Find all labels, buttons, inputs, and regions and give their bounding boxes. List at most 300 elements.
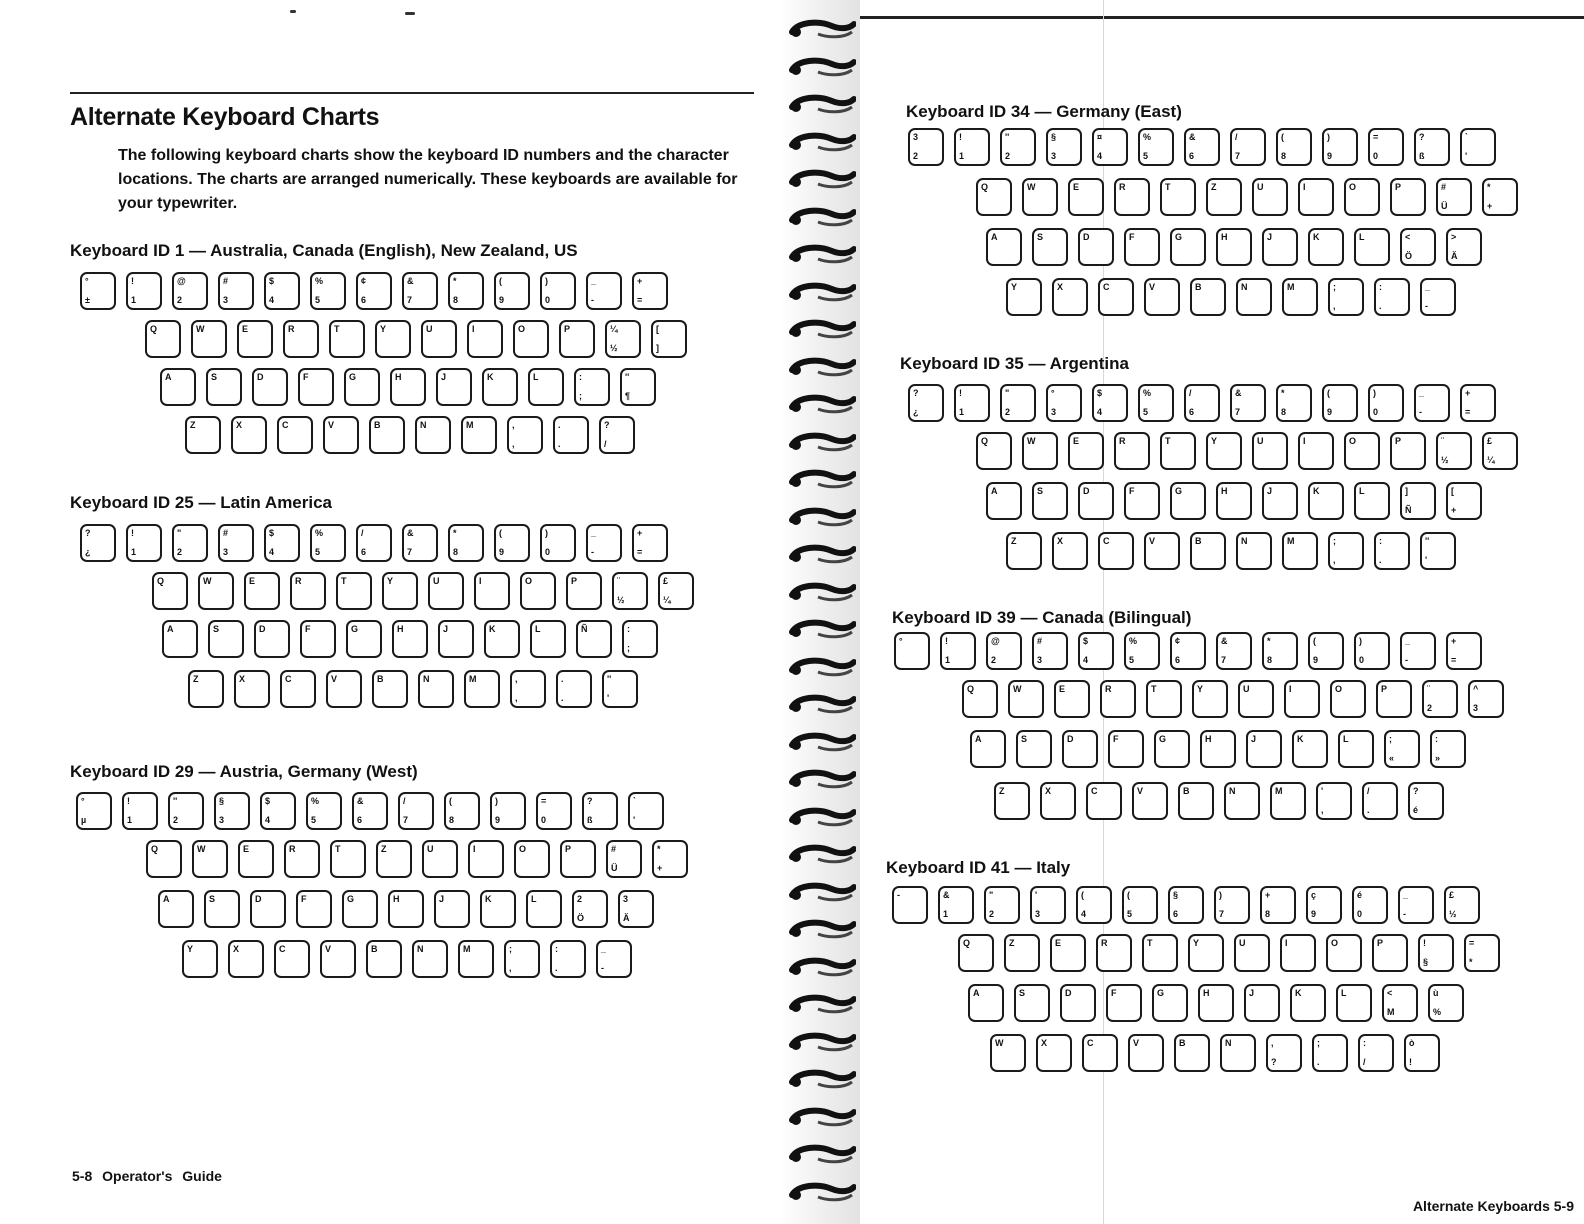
key — [152, 572, 188, 610]
key-shift-char: ( — [449, 796, 452, 806]
key-base-char: 9 — [495, 815, 501, 825]
key-shift-char: ¨ — [1427, 684, 1430, 694]
key-char: N — [423, 674, 430, 684]
key-shift-char: ¢ — [1175, 636, 1181, 646]
key-base-char: 2 — [1005, 407, 1011, 417]
key-char: ° — [899, 636, 903, 646]
key-char: Y — [1197, 684, 1204, 694]
key-base-char: ' — [1425, 555, 1428, 565]
spiral-coil-icon — [788, 881, 856, 903]
key-shift-char: % — [315, 276, 324, 286]
key-base-char: 3 — [223, 295, 229, 305]
key-char: C — [1091, 786, 1098, 796]
key-char: N — [420, 420, 427, 430]
key — [530, 620, 566, 658]
spiral-binding — [780, 0, 862, 1224]
key-char: L — [1343, 734, 1349, 744]
key — [1236, 532, 1272, 570]
key-char: H — [1205, 734, 1212, 744]
key — [80, 524, 116, 562]
key-char: P — [1395, 182, 1402, 192]
key-base-char: + — [1487, 201, 1493, 211]
key-base-char: / — [604, 439, 607, 449]
key-char: W — [1027, 436, 1036, 446]
key — [990, 1034, 1026, 1072]
key — [1276, 384, 1312, 422]
key-base-char: 3 — [1035, 909, 1041, 919]
key — [415, 416, 451, 454]
key-base-char: Ä — [1451, 251, 1458, 261]
key-char: L — [1341, 988, 1347, 998]
key-char: A — [973, 988, 980, 998]
key-char: Y — [187, 944, 194, 954]
key-shift-char: & — [1235, 388, 1242, 398]
key — [467, 320, 503, 358]
key — [1206, 432, 1242, 470]
key — [252, 368, 288, 406]
key-shift-char: ? — [913, 388, 919, 398]
key — [1076, 886, 1112, 924]
key-char: X — [1057, 536, 1064, 546]
key-base-char: 5 — [315, 295, 321, 305]
key — [954, 384, 990, 422]
key — [76, 792, 112, 830]
key-base-char: ¼ — [663, 595, 671, 605]
key-shift-char: & — [1221, 636, 1228, 646]
key-char: T — [1151, 684, 1157, 694]
key-shift-char: $ — [265, 796, 271, 806]
key-shift-char: ? — [604, 420, 610, 430]
spiral-coil-icon — [788, 468, 856, 490]
footer-label: Operator's Guide — [102, 1168, 222, 1184]
key — [1414, 384, 1450, 422]
key-char: Z — [1009, 938, 1015, 948]
key-base-char: , — [1333, 301, 1336, 311]
spiral-coil-icon — [788, 656, 856, 678]
key-shift-char: é — [1357, 890, 1363, 900]
key-base-char: ; — [579, 391, 582, 401]
key-base-char: 3 — [1037, 655, 1043, 665]
key-char: D — [259, 624, 266, 634]
key-char: G — [1157, 988, 1165, 998]
key — [908, 128, 944, 166]
key-char: J — [1267, 486, 1273, 496]
key-base-char: - — [1403, 909, 1406, 919]
key-shift-char: _ — [601, 944, 607, 954]
key — [1160, 432, 1196, 470]
key-shift-char: '' — [1425, 536, 1430, 546]
key — [1382, 984, 1418, 1022]
key-base-char: , — [512, 439, 515, 449]
key-shift-char: § — [1173, 890, 1179, 900]
key-shift-char: '' — [173, 796, 178, 806]
key-base-char: . — [555, 963, 558, 973]
key — [962, 680, 998, 718]
key-base-char: § — [1423, 957, 1429, 967]
key-base-char: ' — [1465, 151, 1468, 161]
spiral-coil-icon — [788, 1068, 856, 1090]
key-char: L — [531, 894, 537, 904]
key-shift-char: = — [541, 796, 547, 806]
key — [504, 940, 540, 978]
key-shift-char: £ — [1487, 436, 1493, 446]
key — [388, 890, 424, 928]
key — [1124, 632, 1160, 670]
key — [940, 632, 976, 670]
key — [234, 670, 270, 708]
key — [1328, 532, 1364, 570]
key-base-char: 9 — [1311, 909, 1317, 919]
key-shift-char: , — [1271, 1038, 1274, 1048]
key — [1122, 886, 1158, 924]
key — [323, 416, 359, 454]
key — [448, 524, 484, 562]
key — [1338, 730, 1374, 768]
key — [1098, 278, 1134, 316]
key-base-char: 4 — [1081, 909, 1087, 919]
key-char: V — [1137, 786, 1144, 796]
key-shift-char: " — [1005, 388, 1010, 398]
key — [536, 792, 572, 830]
key-shift-char: ^ — [1473, 684, 1479, 694]
key-shift-char: + — [637, 276, 643, 286]
key-base-char: - — [1419, 407, 1422, 417]
key — [436, 368, 472, 406]
key-shift-char: . — [561, 674, 564, 684]
key-shift-char: ; — [1333, 536, 1336, 546]
spiral-coil-icon — [788, 918, 856, 940]
key-base-char: = — [637, 547, 643, 557]
key-base-char: 5 — [1143, 151, 1149, 161]
key-base-char: - — [1425, 301, 1428, 311]
key-char: A — [165, 372, 172, 382]
key — [1152, 984, 1188, 1022]
key — [1266, 1034, 1302, 1072]
key-shift-char: / — [1367, 786, 1370, 796]
key — [274, 940, 310, 978]
key — [1460, 384, 1496, 422]
key — [346, 620, 382, 658]
key — [1124, 228, 1160, 266]
key-shift-char: _ — [1419, 388, 1425, 398]
key-char: O — [1349, 436, 1357, 446]
key-char: X — [1041, 1038, 1048, 1048]
key — [1238, 680, 1274, 718]
key — [1436, 432, 1472, 470]
key — [1030, 886, 1066, 924]
key-shift-char: _ — [1425, 282, 1431, 292]
key — [330, 840, 366, 878]
key — [1446, 632, 1482, 670]
key-row — [80, 272, 678, 310]
key-shift-char: [ — [656, 324, 659, 334]
key-char: P — [1381, 684, 1388, 694]
key-shift-char: ! — [131, 276, 134, 286]
key-char: V — [1149, 282, 1156, 292]
spiral-coil-icon — [788, 318, 856, 340]
key — [1230, 384, 1266, 422]
key-shift-char: / — [1189, 388, 1192, 398]
key — [1132, 782, 1168, 820]
key — [605, 320, 641, 358]
key-base-char: 7 — [407, 547, 413, 557]
key-shift-char: § — [219, 796, 225, 806]
key — [582, 792, 618, 830]
key-char: V — [1133, 1038, 1140, 1048]
key — [1200, 730, 1236, 768]
key-char: V — [325, 944, 332, 954]
spiral-coil-icon — [788, 393, 856, 415]
key — [1400, 228, 1436, 266]
key — [1138, 128, 1174, 166]
keyboard-title: Keyboard ID 39 — Canada (Bilingual) — [892, 608, 1192, 627]
key — [474, 572, 510, 610]
key-shift-char: ( — [499, 276, 502, 286]
key-base-char: 8 — [453, 547, 459, 557]
key — [651, 320, 687, 358]
key — [540, 272, 576, 310]
key — [550, 940, 586, 978]
key-shift-char: / — [1235, 132, 1238, 142]
key-shift-char: # — [223, 276, 229, 286]
key-char: T — [1147, 938, 1153, 948]
key-base-char: 6 — [361, 547, 367, 557]
key — [1198, 984, 1234, 1022]
key — [1344, 178, 1380, 216]
key-char: Q — [967, 684, 975, 694]
key-row — [990, 1034, 1450, 1072]
spiral-coil-icon — [788, 731, 856, 753]
key-char: U — [426, 324, 433, 334]
key-base-char: Ö — [577, 913, 585, 923]
key-base-char: 2 — [177, 547, 183, 557]
key-row — [908, 128, 1506, 166]
key — [1420, 278, 1456, 316]
key — [513, 320, 549, 358]
key-shift-char: @ — [177, 276, 186, 286]
key — [214, 792, 250, 830]
key-row — [976, 178, 1528, 216]
key — [421, 320, 457, 358]
key-base-char: 3 — [1051, 407, 1057, 417]
key-char: L — [535, 624, 541, 634]
key-base-char: . — [1317, 1057, 1320, 1067]
key-base-char: ¶ — [625, 391, 631, 401]
key — [1192, 680, 1228, 718]
key — [344, 368, 380, 406]
key-char: D — [257, 372, 264, 382]
key-char: M — [1287, 536, 1295, 546]
key-shift-char: ¤ — [1097, 132, 1103, 142]
key — [250, 890, 286, 928]
key — [1262, 632, 1298, 670]
key — [1428, 984, 1464, 1022]
key-char: Ñ — [581, 624, 588, 634]
key-char: X — [236, 420, 243, 430]
key-base-char: 6 — [361, 295, 367, 305]
key — [342, 890, 378, 928]
key-shift-char: ` — [1465, 132, 1468, 142]
key — [1184, 128, 1220, 166]
key — [1144, 278, 1180, 316]
key-char: P — [565, 844, 572, 854]
key — [1246, 730, 1282, 768]
key-char: S — [211, 372, 218, 382]
key-base-char: 7 — [1221, 655, 1227, 665]
key-shift-char: ? — [85, 528, 91, 538]
key — [652, 840, 688, 878]
key — [434, 890, 470, 928]
key-shift-char: + — [637, 528, 643, 538]
key-char: I — [1289, 684, 1292, 694]
key — [938, 886, 974, 924]
key-shift-char: ! — [131, 528, 134, 538]
key-shift-char: ; — [1389, 734, 1392, 744]
key-char: P — [564, 324, 571, 334]
key-base-char: . — [1379, 555, 1382, 565]
key-char: Q — [981, 182, 989, 192]
key-char: Z — [1011, 536, 1017, 546]
key — [572, 890, 608, 928]
key-char: Z — [381, 844, 387, 854]
key-char: W — [197, 844, 206, 854]
key-char: K — [485, 894, 492, 904]
key-base-char: ? — [1271, 1057, 1277, 1067]
key — [1390, 178, 1426, 216]
key-shift-char: + — [1451, 636, 1457, 646]
key — [296, 890, 332, 928]
key-base-char: Ü — [611, 863, 618, 873]
key — [976, 178, 1012, 216]
key-char: B — [1195, 282, 1202, 292]
key-base-char: 5 — [1143, 407, 1149, 417]
key — [658, 572, 694, 610]
spiral-coil-icon — [788, 581, 856, 603]
key-char: Q — [150, 324, 158, 334]
key — [300, 620, 336, 658]
key — [290, 572, 326, 610]
key — [1344, 432, 1380, 470]
key — [520, 572, 556, 610]
key-char: I — [1303, 182, 1306, 192]
key-base-char: . — [558, 439, 561, 449]
key — [356, 524, 392, 562]
key-shift-char: < — [1387, 988, 1393, 998]
key — [1280, 934, 1316, 972]
key-char: Z — [999, 786, 1005, 796]
key-row — [908, 384, 1506, 422]
key-row — [962, 680, 1514, 718]
key-row — [146, 840, 698, 878]
key-base-char: , — [515, 693, 518, 703]
key — [1124, 482, 1160, 520]
key-shift-char: = — [1469, 938, 1475, 948]
key-char: R — [1101, 938, 1108, 948]
key — [1052, 532, 1088, 570]
key-char: W — [196, 324, 205, 334]
key — [122, 792, 158, 830]
key-shift-char: : — [1379, 282, 1382, 292]
key — [482, 368, 518, 406]
key-char: L — [1359, 232, 1365, 242]
key-char: S — [209, 894, 216, 904]
key-char: U — [427, 844, 434, 854]
key-char: E — [249, 576, 256, 586]
key — [188, 670, 224, 708]
key-char: E — [1073, 436, 1080, 446]
key — [260, 792, 296, 830]
key-shift-char: & — [357, 796, 364, 806]
spiral-coil-icon — [788, 56, 856, 78]
key-shift-char: ) — [1327, 132, 1330, 142]
key-char: O — [518, 324, 526, 334]
key-char: C — [279, 944, 286, 954]
key — [1354, 228, 1390, 266]
key-base-char: ' — [607, 693, 610, 703]
key-char: W — [995, 1038, 1004, 1048]
key — [1068, 178, 1104, 216]
key-shift-char: ç — [1311, 890, 1317, 900]
key-shift-char: ! — [945, 636, 948, 646]
key-shift-char: . — [558, 420, 561, 430]
key-shift-char: ' — [1035, 890, 1038, 900]
spiral-coil-icon — [788, 768, 856, 790]
key-shift-char: % — [1143, 132, 1152, 142]
key — [369, 416, 405, 454]
key-char: W — [1027, 182, 1036, 192]
key — [1006, 278, 1042, 316]
key — [1282, 532, 1318, 570]
key-char: X — [233, 944, 240, 954]
key-base-char: 3 — [1473, 703, 1479, 713]
key — [1004, 934, 1040, 972]
spiral-coil-icon — [788, 168, 856, 190]
key — [1400, 482, 1436, 520]
key-shift-char: , — [512, 420, 515, 430]
key-base-char: 5 — [1127, 909, 1133, 919]
key-shift-char: & — [407, 528, 414, 538]
key — [596, 940, 632, 978]
key-shift-char: ! — [1423, 938, 1426, 948]
key-base-char: / — [1363, 1057, 1366, 1067]
key — [372, 670, 408, 708]
key-shift-char: ' — [1321, 786, 1324, 796]
key-base-char: » — [1435, 753, 1441, 763]
key-base-char: 1 — [959, 151, 965, 161]
key-char: R — [295, 576, 302, 586]
key — [1376, 680, 1412, 718]
key — [1060, 984, 1096, 1022]
key-char: H — [1221, 232, 1228, 242]
key-row — [894, 632, 1492, 670]
key-shift-char: ` — [633, 796, 636, 806]
key-char: - — [897, 890, 900, 900]
key — [1408, 782, 1444, 820]
key-base-char: 4 — [1083, 655, 1089, 665]
key-base-char: - — [591, 295, 594, 305]
keyboard-title: Keyboard ID 25 — Latin America — [70, 493, 333, 512]
key-base-char: 8 — [1281, 151, 1287, 161]
key — [1046, 128, 1082, 166]
key-char: G — [351, 624, 359, 634]
key — [1006, 532, 1042, 570]
key — [494, 524, 530, 562]
key-shift-char: 3 — [913, 132, 919, 142]
key-shift-char: $ — [1083, 636, 1089, 646]
key — [560, 840, 596, 878]
key-row — [1006, 278, 1466, 316]
key-base-char: 4 — [269, 547, 275, 557]
